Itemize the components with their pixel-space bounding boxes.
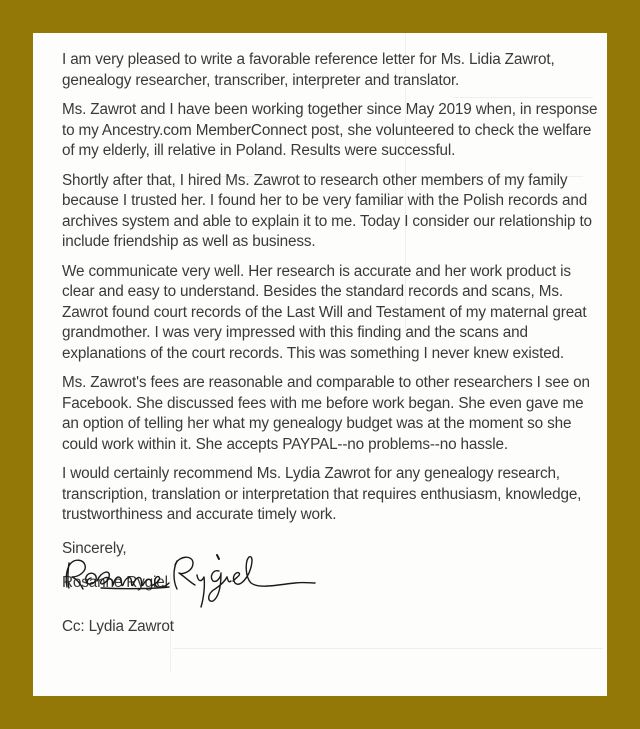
signature-block: [62, 559, 602, 617]
handwritten-signature-icon: [61, 541, 331, 613]
letter-paragraph: We communicate very well. Her research is accurate and her work product is clear and easy to understand. Besides the standard records and scans, Ms. Zawrot found court records of the Last Will and Testament of my maternal great grandmother. I was very impressed with this finding and the scans and explanations of the court records. This was something I never knew existed.: [62, 262, 587, 362]
letter-paragraph: I would certainly recommend Ms. Lydia Zawrot for any genealogy research, transcription, translation or interpretation that requires enthusiasm, knowledge, trustworthiness and accurate timely work.: [62, 465, 582, 523]
letter-paragraph: Shortly after that, I hired Ms. Zawrot to research other members of my family because I trusted her. I found her to be very familiar with the Polish records and archives system and able to explain it to me. Today I consider our relationship to include friendship as well as business.: [62, 171, 592, 250]
letter-body: [62, 50, 602, 653]
letter-paper: [33, 33, 607, 696]
letter-paragraph: I am very pleased to write a favorable reference letter for Ms. Lidia Zawrot, genealogy researcher, transcriber, interpreter and translator.: [62, 51, 555, 89]
letter-paragraph: Ms. Zawrot and I have been working together since May 2019 when, in response to my Ancestry.com MemberConnect post, she volunteered to check the welfare of my elderly, ill relative in Poland. Results were successful.: [62, 101, 598, 159]
closing-salutation: Sincerely,: [62, 539, 127, 557]
cc-line: Cc: Lydia Zawrot: [62, 618, 174, 635]
signer-name: Rosanne Rygiel: [62, 574, 168, 591]
letter-paragraph: Ms. Zawrot's fees are reasonable and comparable to other researchers I see on Facebook. She discussed fees with me before work began. She even gave me an option of telling her what my genealogy budget was at the moment so she could work within it. She accepts PAYPAL--no problems--no hassle.: [62, 374, 590, 453]
